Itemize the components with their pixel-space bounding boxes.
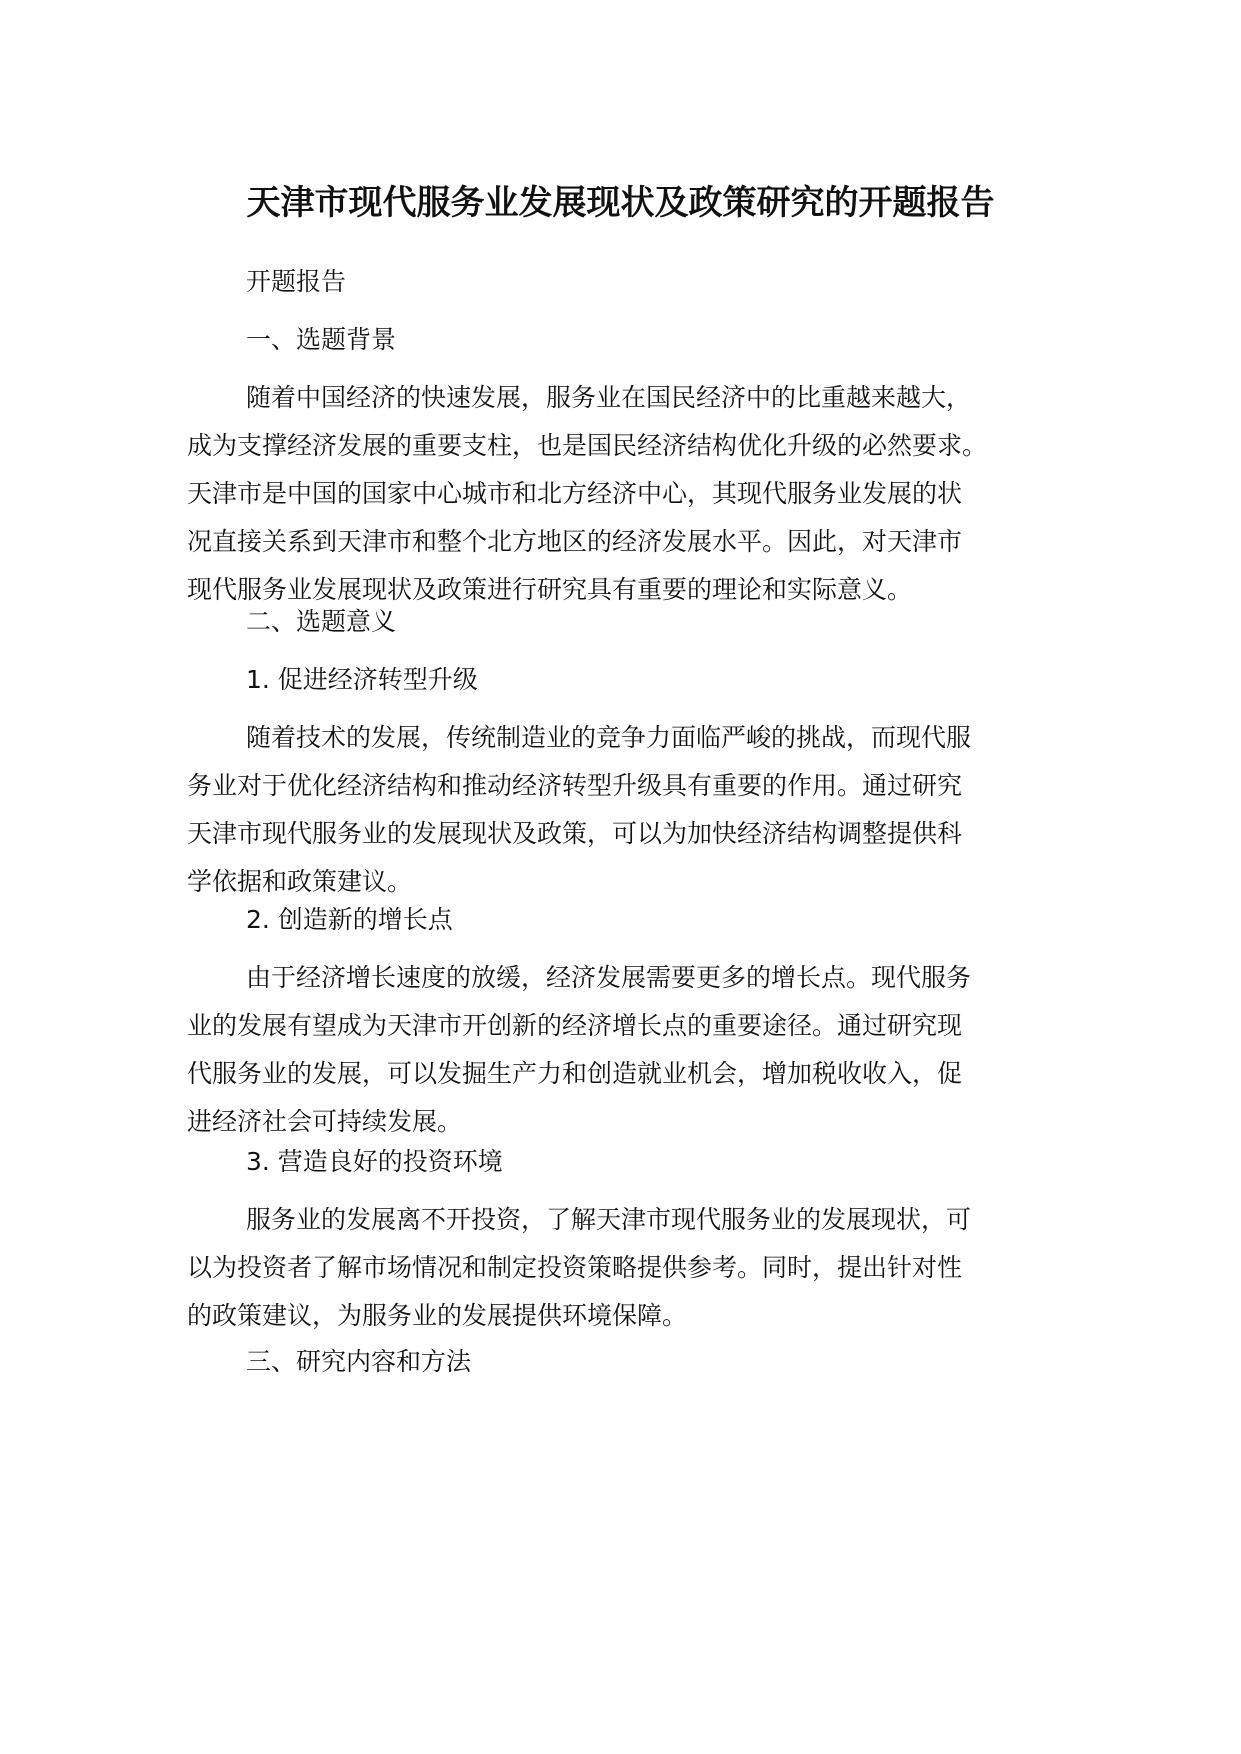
subheading-investment: 3. 营造良好的投资环境 <box>246 1147 503 1176</box>
section-heading-methods: 三、研究内容和方法 <box>246 1347 472 1376</box>
paragraph-line: 现代服务业发展现状及政策进行研究具有重要的理论和实际意义。 <box>187 575 913 604</box>
paragraph-line: 随着中国经济的快速发展，服务业在国民经济中的比重越来越大， <box>246 383 972 412</box>
section-heading-background: 一、选题背景 <box>246 325 397 354</box>
paragraph-line: 天津市是中国的国家中心城市和北方经济中心，其现代服务业发展的状 <box>187 479 963 508</box>
paragraph-line: 务业对于优化经济结构和推动经济转型升级具有重要的作用。通过研究 <box>187 771 963 800</box>
paragraph-line: 由于经济增长速度的放缓，经济发展需要更多的增长点。现代服务 <box>246 963 972 992</box>
paragraph-line: 天津市现代服务业的发展现状及政策，可以为加快经济结构调整提供科 <box>187 819 963 848</box>
paragraph-line: 以为投资者了解市场情况和制定投资策略提供参考。同时，提出针对性 <box>187 1253 963 1282</box>
section-heading-significance: 二、选题意义 <box>246 607 397 636</box>
paragraph-background <box>187 374 1067 614</box>
paragraph-investment <box>187 1196 1067 1340</box>
paragraph-growth-point <box>187 954 1067 1146</box>
paragraph-line: 业的发展有望成为天津市开创新的经济增长点的重要途径。通过研究现 <box>187 1011 963 1040</box>
subheading-growth-point: 2. 创造新的增长点 <box>246 905 453 934</box>
paragraph-transformation <box>187 714 1067 906</box>
paragraph-line: 学依据和政策建议。 <box>187 867 413 896</box>
paragraph-line: 的政策建议，为服务业的发展提供环境保障。 <box>187 1301 688 1330</box>
paragraph-line: 服务业的发展离不开投资，了解天津市现代服务业的发展现状，可 <box>246 1205 972 1234</box>
paragraph-line: 成为支撑经济发展的重要支柱，也是国民经济结构优化升级的必然要求。 <box>187 431 988 460</box>
subheading-transformation: 1. 促进经济转型升级 <box>246 665 478 694</box>
paragraph-line: 代服务业的发展，可以发掘生产力和创造就业机会，增加税收收入，促 <box>187 1059 963 1088</box>
report-label: 开题报告 <box>246 267 347 296</box>
paragraph-line: 进经济社会可持续发展。 <box>187 1107 463 1136</box>
document-title: 天津市现代服务业发展现状及政策研究的开题报告 <box>246 183 995 223</box>
paragraph-line: 况直接关系到天津市和整个北方地区的经济发展水平。因此，对天津市 <box>187 527 963 556</box>
paragraph-line: 随着技术的发展，传统制造业的竞争力面临严峻的挑战，而现代服 <box>246 723 972 752</box>
